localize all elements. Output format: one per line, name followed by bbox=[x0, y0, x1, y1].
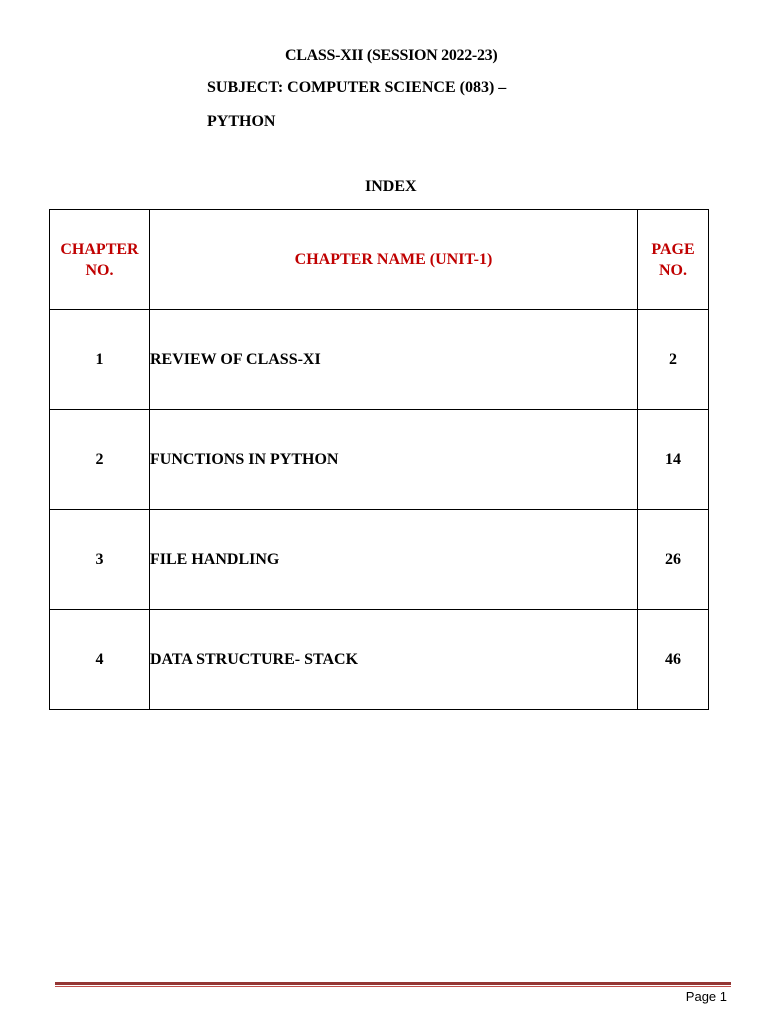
page-number: 46 bbox=[638, 610, 709, 710]
table-row bbox=[50, 610, 709, 710]
chapter-name: FUNCTIONS IN PYTHON bbox=[150, 410, 638, 510]
table-row bbox=[50, 510, 709, 610]
page-number: 26 bbox=[638, 510, 709, 610]
chapter-no-header-line2: NO. bbox=[85, 261, 114, 279]
chapter-name: DATA STRUCTURE- STACK bbox=[150, 610, 638, 710]
chapter-name-header: CHAPTER NAME (UNIT-1) bbox=[150, 210, 638, 310]
chapter-name: REVIEW OF CLASS-XI bbox=[150, 310, 638, 410]
chapter-name: FILE HANDLING bbox=[150, 510, 638, 610]
index-heading: INDEX bbox=[365, 178, 417, 195]
page-no-header-line1: PAGE bbox=[651, 240, 695, 258]
chapter-no-header-line1: CHAPTER bbox=[60, 240, 139, 258]
class-session-title: CLASS-XII (SESSION 2022-23) bbox=[285, 47, 498, 64]
chapter-number: 4 bbox=[50, 610, 150, 710]
subject-line-continued: PYTHON bbox=[207, 113, 276, 130]
page-number: 2 bbox=[638, 310, 709, 410]
chapter-no-header bbox=[50, 210, 150, 310]
table-row bbox=[50, 310, 709, 410]
footer-rule bbox=[55, 982, 731, 985]
table-header-row bbox=[50, 210, 709, 310]
subject-line: SUBJECT: COMPUTER SCIENCE (083) – bbox=[207, 79, 507, 96]
page-number-footer: Page 1 bbox=[685, 989, 727, 1004]
table-row bbox=[50, 410, 709, 510]
chapter-number: 3 bbox=[50, 510, 150, 610]
index-table bbox=[49, 209, 709, 710]
page-number: 14 bbox=[638, 410, 709, 510]
chapter-number: 2 bbox=[50, 410, 150, 510]
chapter-number: 1 bbox=[50, 310, 150, 410]
page-no-header bbox=[638, 210, 709, 310]
page-no-header-line2: NO. bbox=[659, 261, 687, 279]
footer-rule-thin bbox=[55, 986, 731, 987]
